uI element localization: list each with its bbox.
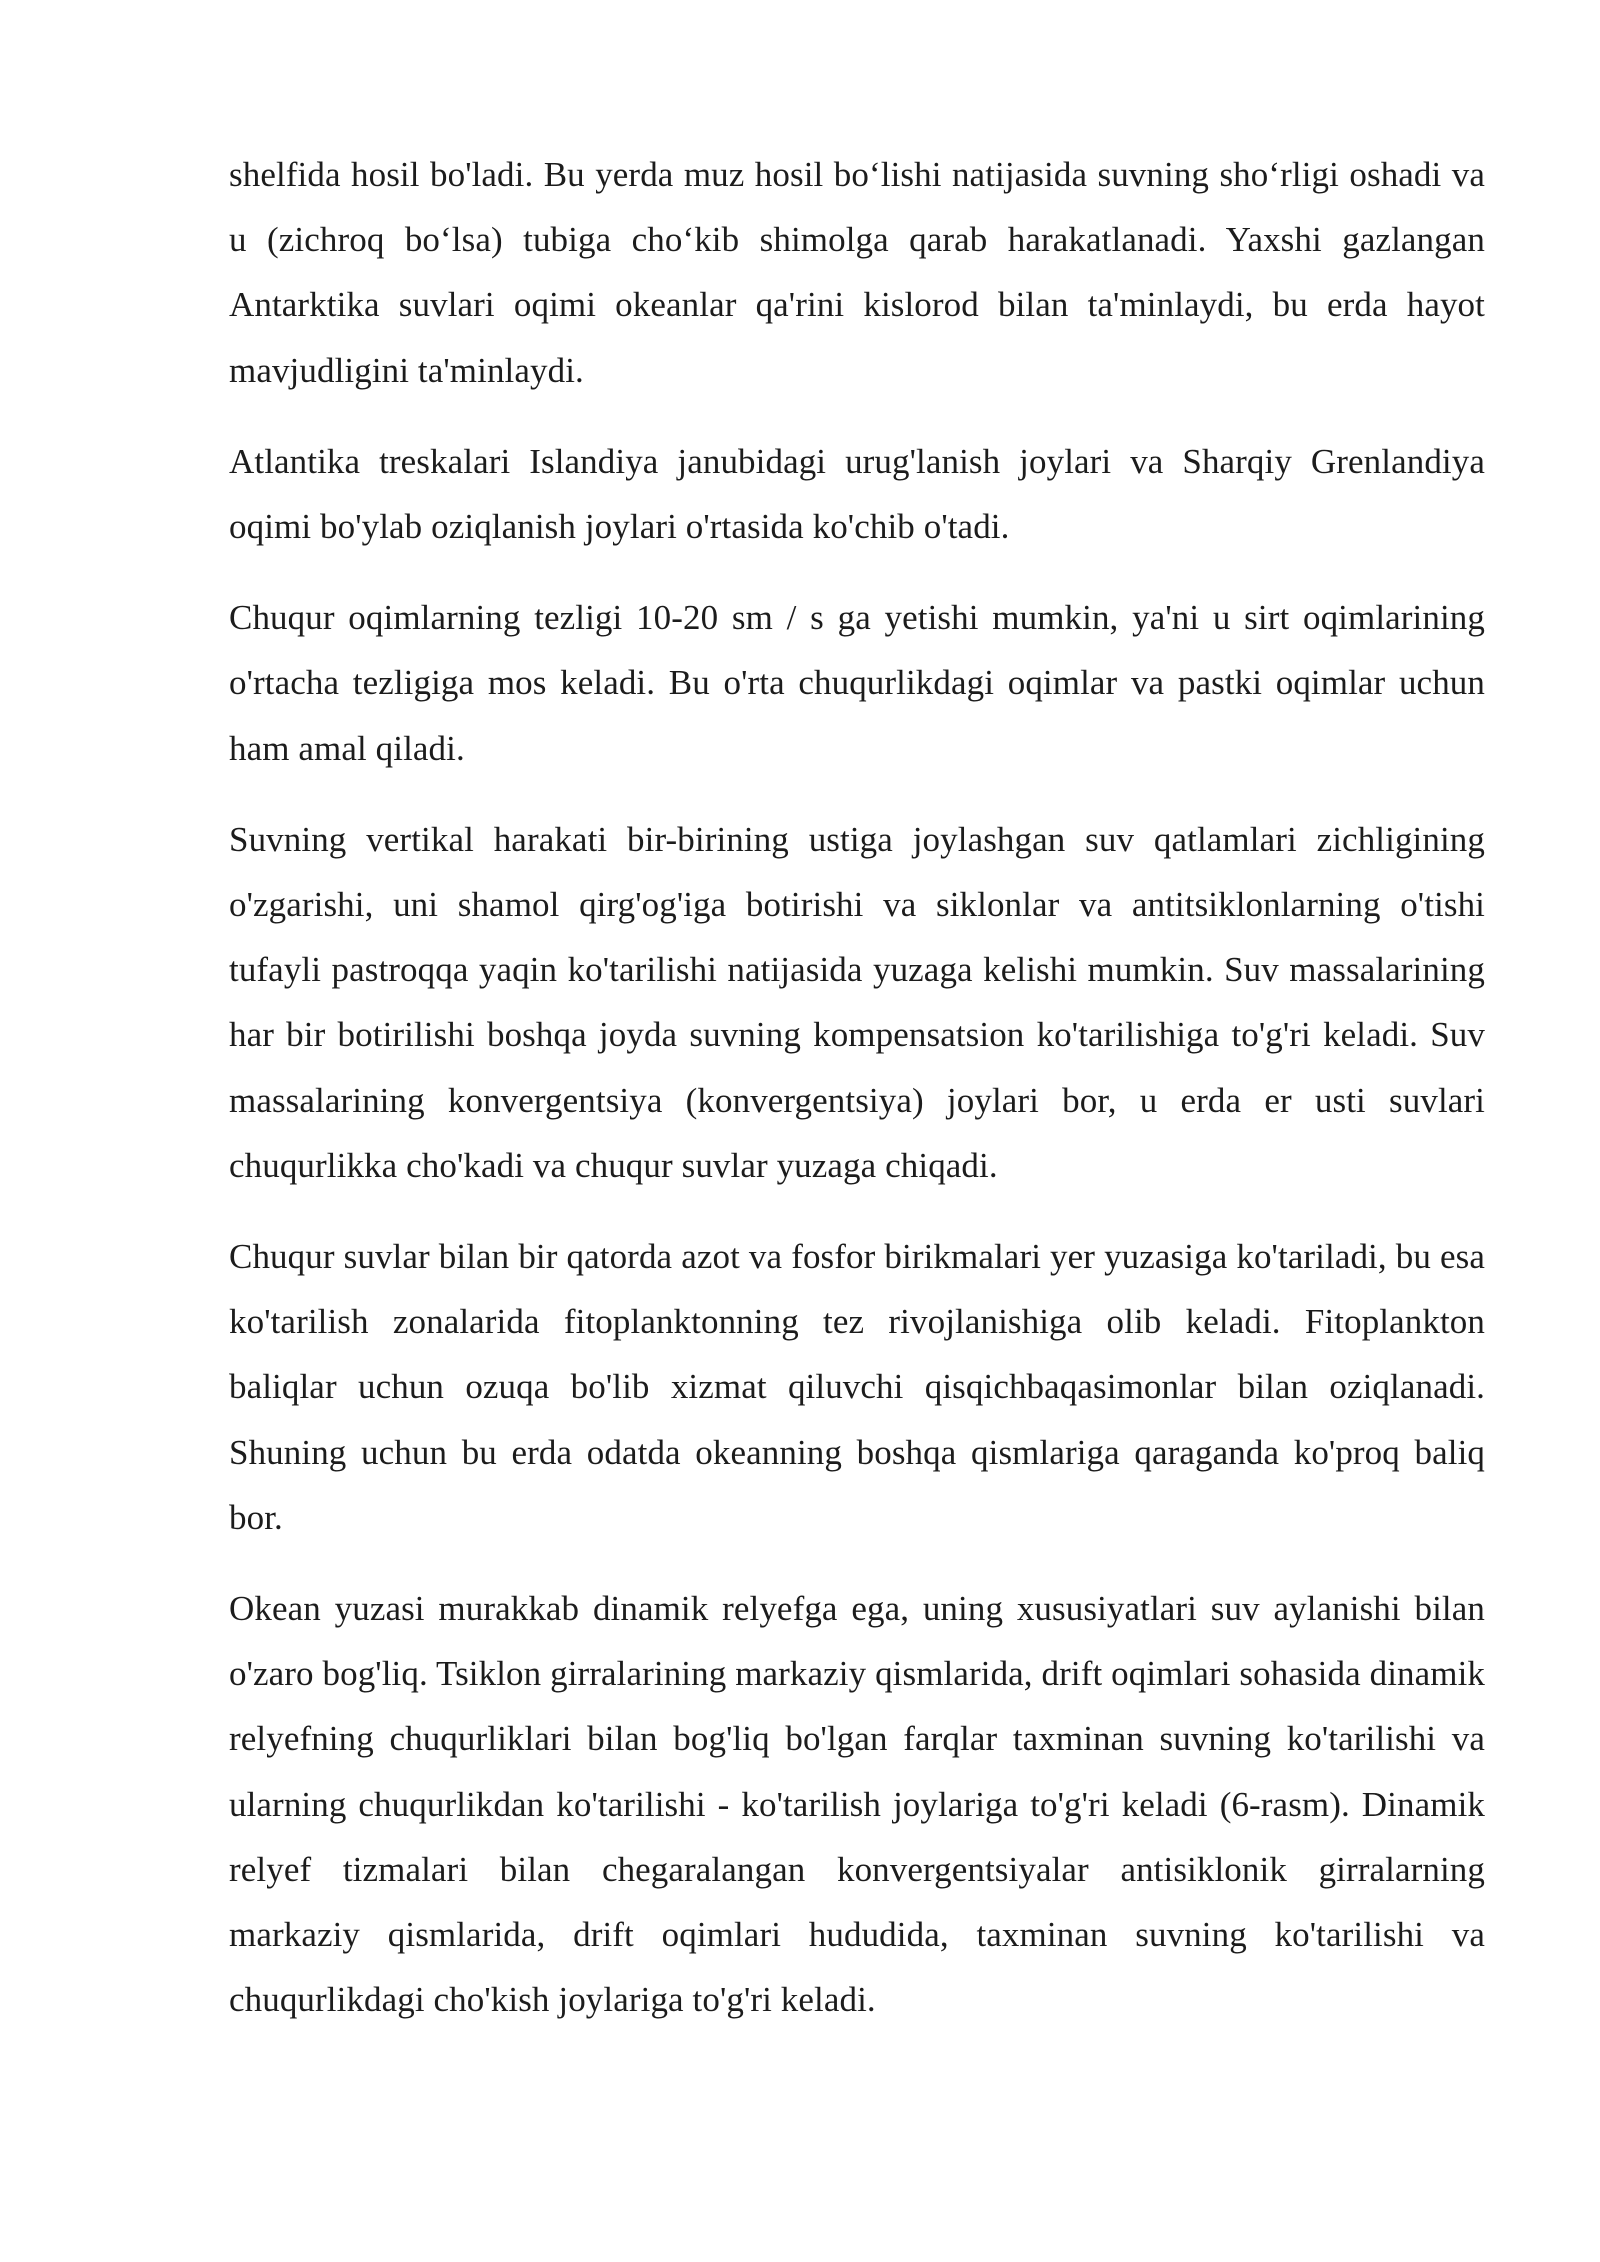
paragraph-vertical-movement: Suvning vertikal harakati bir-birining ustiga joylashgan suv qatlamlari zichligining o'zgarishi, uni shamol qirg'og'iga botirishi va siklonlar va antitsiklonlarning o'tishi tufayli pastroqqa yaqin ko'tarilishi natijasida yuzaga kelishi mumkin. Suv massalarining har bir botirilishi boshqa joyda suvning kompensatsion ko'tarilishiga to'g'ri keladi. Suv massalarining konvergentsiya (konvergentsiya) joylari bor, u erda er usti suvlari chuqurlikka cho'kadi va chuqur suvlar yuzaga chiqadi. [229, 819, 1485, 1185]
paragraph-atlantic-cod: Atlantika treskalari Islandiya janubidagi urug'lanish joylari va Sharqiy Grenlandiya oqimi bo'ylab oziqlanish joylari o'rtasida ko'chib o'tadi. [229, 441, 1485, 547]
document-body [229, 142, 1485, 2058]
paragraph-antarctic-waters: shelfida hosil bo'ladi. Bu yerda muz hosil bo‘lishi natijasida suvning sho‘rligi oshadi va u (zichroq bo‘lsa) tubiga cho‘kib shimolga qarab harakatlanadi. Yaxshi gazlangan Antarktika suvlari oqimi okeanlar qa'rini kislorod bilan ta'minlaydi, bu erda hayot mavjudligini ta'minlaydi. [229, 155, 1485, 390]
paragraph-deep-current-speed: Chuqur oqimlarning tezligi 10-20 sm / s ga yetishi mumkin, ya'ni u sirt oqimlarining o'rtacha tezligiga mos keladi. Bu o'rta chuqurlikdagi oqimlar va pastki oqimlar uchun ham amal qiladi. [229, 598, 1485, 768]
paragraph-ocean-surface-relief: Okean yuzasi murakkab dinamik relyefga ega, uning xususiyatlari suv aylanishi bilan o'zaro bog'liq. Tsiklon girralarining markaziy qismlarida, drift oqimlari sohasida dinamik relyefning chuqurliklari bilan bog'liq bo'lgan farqlar taxminan suvning ko'tarilishi va ularning chuqurlikdan ko'tarilishi - ko'tarilish joylariga to'g'ri keladi (6-rasm). Dinamik relyef tizmalari bilan chegaralangan konvergentsiyalar antisiklonik girralarning markaziy qismlarida, drift oqimlari hududida, taxminan suvning ko'tarilishi va chuqurlikdagi cho'kish joylariga to'g'ri keladi. [229, 1589, 1485, 2020]
paragraph-deep-waters-nutrients: Chuqur suvlar bilan bir qatorda azot va fosfor birikmalari yer yuzasiga ko'tariladi, bu esa ko'tarilish zonalarida fitoplanktonning tez rivojlanishiga olib keladi. Fitoplankton baliqlar uchun ozuqa bo'lib xizmat qiluvchi qisqichbaqasimonlar bilan oziqlanadi. Shuning uchun bu erda odatda okeanning boshqa qismlariga qaraganda ko'proq baliq bor. [229, 1237, 1485, 1537]
